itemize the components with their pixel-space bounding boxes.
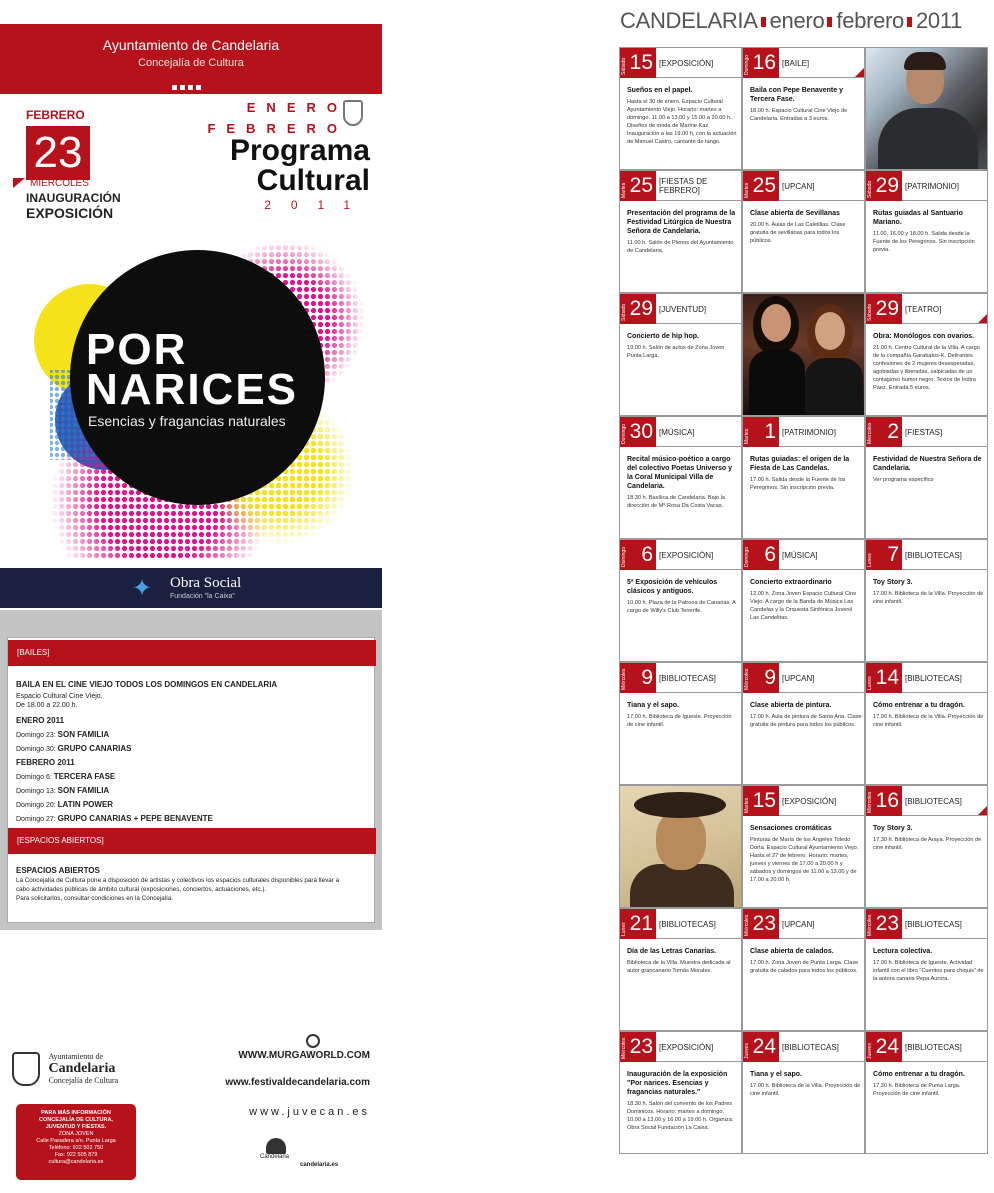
event-weekday: Martes	[744, 182, 750, 198]
poster-title	[86, 325, 299, 414]
bailes-title: BAILA EN EL CINE VIEJO TODOS LOS DOMINGOS EN CANDELARIA	[16, 680, 278, 689]
event-day-number: 15	[620, 48, 656, 78]
event-body	[750, 1070, 862, 1098]
event-weekday: Miércoles	[867, 422, 873, 444]
event-title: Lectura colectiva.	[873, 948, 933, 955]
sponsor-banner	[0, 568, 382, 608]
event-head	[620, 171, 741, 201]
event-day-number: 24	[866, 1032, 902, 1062]
contact-h2: CONCEJALÍA DE CULTURA,	[39, 1117, 113, 1123]
event-details: 17.00 h. Biblioteca de Igueste. Proyección de cine infantil.	[627, 714, 732, 728]
event-cell	[742, 908, 865, 1031]
event-title: Sensaciones cromáticas	[750, 825, 832, 832]
espacios-text1: La Concejalía de Cultura pone a disposición de artistas y colectivos los espacios culturales disponibles para llevar a	[16, 877, 340, 884]
event-category: [FIESTAS DE FEBRERO]	[659, 177, 708, 195]
program-big1: Programa	[229, 134, 370, 167]
event-cell	[619, 293, 742, 416]
event-body	[627, 578, 739, 615]
event-day-number: 23	[743, 909, 779, 939]
espacios-text	[16, 866, 339, 903]
sponsor-name: Obra Social	[170, 575, 242, 591]
event-head	[743, 417, 864, 447]
event-details: 18.00 h. Espacio Cultural Cine Viejo de Candelaria. Entradas a 3 euros.	[750, 108, 848, 122]
event-title: Rutas guiadas al Santuario Mariano.	[873, 210, 963, 226]
event-weekday: Martes	[744, 428, 750, 444]
event-category: [PATRIMONIO]	[782, 427, 836, 437]
event-category: [BIBLIOTECAS]	[905, 550, 962, 560]
event-head	[743, 663, 864, 693]
event-title: Toy Story 3.	[873, 825, 913, 832]
link-festival[interactable]: www.festivaldecandelaria.com	[225, 1077, 370, 1088]
event-cell	[865, 785, 988, 908]
event-weekday: Jueves	[744, 1043, 750, 1059]
event-details: 17.00 h. Biblioteca de la Villa. Proyección de cine infantil.	[873, 591, 984, 605]
event-details: 11.00 h. Salón de Plenos del Ayuntamiento de Candelaria.	[627, 240, 734, 254]
event-title: Clase abierta de calados.	[750, 948, 834, 955]
link-juvecan[interactable]: www.juvecan.es	[249, 1106, 370, 1118]
featured-corner	[13, 178, 25, 188]
event-day-number: 9	[620, 663, 656, 693]
contact-h3: JUVENTUD Y FIESTAS.	[45, 1124, 107, 1130]
event-head	[743, 786, 864, 816]
event-category: [EXPOSICIÓN]	[659, 58, 714, 68]
event-details: 17.00 h. Zona Joven de Punta Larga. Clase gratuita de calados para todos los públicos.	[750, 960, 859, 974]
event-body	[627, 209, 739, 255]
event-cell	[742, 539, 865, 662]
event-head	[743, 1032, 864, 1062]
featured-line2: EXPOSICIÓN	[26, 205, 114, 221]
contact-l5: cultura@candelaria.es	[48, 1159, 104, 1165]
event-category: [BAILE]	[782, 58, 810, 68]
event-category: [BIBLIOTECAS]	[905, 796, 962, 806]
event-weekday: Miércoles	[867, 791, 873, 813]
event-title: Festividad de Nuestra Señora de Candelaria.	[873, 456, 982, 472]
event-weekday: Miércoles	[621, 1037, 627, 1059]
title-part-b: enero	[769, 8, 825, 33]
event-cell	[865, 1031, 988, 1154]
event-title: Inauguración de la exposición "Por narices. Esencias y fragancias naturales."	[627, 1071, 728, 1096]
event-category: [TEATRO]	[905, 304, 942, 314]
event-cell	[865, 662, 988, 785]
event-cell	[619, 170, 742, 293]
event-head	[620, 663, 741, 693]
event-category: [UPCAN]	[782, 919, 815, 929]
contact-l4: Fax: 922 505 879	[54, 1152, 98, 1158]
event-body	[627, 86, 739, 146]
event-details: Biblioteca de la Villa. Muestra dedicada al autor grancanario Tomás Morales.	[627, 960, 731, 974]
event-details: 10.00 h. Plaza de la Patrona de Canarias. A cargo de Willy's Club Tenerife.	[627, 600, 736, 614]
event-body	[750, 824, 862, 884]
bailes-bar: [BAILES]	[8, 640, 376, 666]
poster-subtitle: Esencias y fragancias naturales	[88, 413, 286, 429]
event-body	[873, 701, 985, 729]
event-day-number: 16	[866, 786, 902, 816]
event-weekday: Lunes	[867, 553, 873, 567]
event-body	[750, 455, 862, 492]
candelaria-logo	[12, 1052, 118, 1086]
title-part-d: 2011	[916, 8, 963, 33]
event-category: [EXPOSICIÓN]	[782, 796, 837, 806]
bailes-text	[16, 678, 277, 826]
event-day-number: 9	[743, 663, 779, 693]
event-weekday: Domingo	[621, 423, 627, 444]
bailes-enero-0: Domingo 23: SON FAMILIA	[16, 730, 110, 739]
event-category: [BIBLIOTECAS]	[782, 1042, 839, 1052]
calendar-title	[620, 8, 962, 34]
event-title: Presentación del programa de la Festividad Litúrgica de Nuestra Señora de Candelaria.	[627, 210, 736, 235]
event-category: [MÚSICA]	[782, 550, 818, 560]
program-year: 2011	[264, 198, 370, 212]
event-details: 17.30 h. Biblioteca de Araya. Proyección de cine infantil.	[873, 837, 982, 851]
event-title: Rutas guiadas: el origen de la Fiesta de Las Candelas.	[750, 456, 850, 472]
bailes-enero-heading: ENERO 2011	[16, 716, 65, 725]
featured-day-number: 23	[26, 126, 90, 180]
event-title: Día de las Letras Canarias.	[627, 948, 717, 955]
event-body	[873, 947, 985, 983]
featured-weekday: MIÉRCOLES	[30, 178, 89, 189]
event-cell	[865, 170, 988, 293]
logo-line1: Ayuntamiento de	[48, 1052, 104, 1061]
event-details: 17.00 h. Aula de pintura de Santa Ana. Clase gratuita de pintura para todos los públicos.	[750, 714, 862, 728]
event-cell	[742, 170, 865, 293]
event-body	[750, 701, 862, 729]
event-head	[866, 786, 987, 816]
event-weekday: Martes	[621, 182, 627, 198]
event-head	[866, 171, 987, 201]
contact-h1: PARA MÁS INFORMACIÓN	[41, 1110, 111, 1116]
event-details: 12.00 h. Zona Joven Espacio Cultural Cine Viejo. A cargo de la Banda de Música Las Candelas y la Orquesta Sinfónica Juvenil Las Candelitas.	[750, 591, 857, 621]
info-box	[7, 637, 375, 923]
espacios-text2: cabo actividades públicas de ámbito cultural (exposiciones, conciertos, actuaciones, etc.).	[16, 886, 267, 893]
candelaria-small-logo	[260, 1138, 292, 1178]
event-day-number: 2	[866, 417, 902, 447]
event-cell	[619, 47, 742, 170]
event-cell	[865, 908, 988, 1031]
event-day-number: 1	[743, 417, 779, 447]
event-day-number: 29	[866, 171, 902, 201]
bailes-febrero-0: Domingo 6: TERCERA FASE	[16, 772, 116, 781]
event-title: Concierto extraordinario	[750, 579, 832, 586]
event-category: [BIBLIOTECAS]	[659, 673, 716, 683]
event-day-number: 30	[620, 417, 656, 447]
event-details: 20.00 h. Aulas de Las Caletillas. Clase gratuita de sevillanas para todos los públicos.	[750, 222, 846, 244]
event-body	[873, 578, 985, 606]
event-title: 5ª Exposición de vehículos clásicos y antiguos.	[627, 579, 718, 595]
event-details: Pinturas de María de los Ángeles Toledo Dorta. Espacio Cultural Ayuntamiento Viejo. Hasta el 27 de febrero. Horario: martes, jueves y viernes de 17.00 a 20.00 h y sábados y domingos de 11.00 a 13.00 y de 17.00 a 20.00 h.	[750, 837, 859, 883]
event-category: [PATRIMONIO]	[905, 181, 959, 191]
event-head	[620, 540, 741, 570]
bailes-enero-1: Domingo 30: GRUPO CANARIAS	[16, 744, 132, 753]
event-weekday: Miércoles	[867, 914, 873, 936]
event-weekday: Martes	[744, 797, 750, 813]
event-cell	[742, 785, 865, 908]
event-body	[750, 947, 862, 975]
event-weekday: Miércoles	[621, 668, 627, 690]
event-category: [BIBLIOTECAS]	[905, 673, 962, 683]
event-details: 17.00 h. Biblioteca de la Villa. Proyección de cine infantil.	[750, 1083, 861, 1097]
event-head	[866, 663, 987, 693]
event-photo	[865, 47, 988, 170]
event-head	[866, 294, 987, 324]
bailes-febrero-3: Domingo 27: GRUPO CANARIAS + PEPE BENAVENTE	[16, 814, 213, 823]
title-part-a: CANDELARIA	[620, 8, 758, 33]
web-links	[200, 1030, 370, 1118]
contact-l2: Calle Pasadera s/n. Punta Larga	[36, 1138, 116, 1144]
event-title: Cómo entrenar a tu dragón.	[873, 1071, 965, 1078]
logo-line3: Concejalía de Cultura	[48, 1076, 119, 1085]
bailes-febrero-2: Domingo 20: LATIN POWER	[16, 800, 114, 809]
sponsor-c1-label: Candelaria	[260, 1154, 290, 1160]
event-title: Clase abierta de pintura.	[750, 702, 832, 709]
event-cell	[742, 662, 865, 785]
event-weekday: Sábado	[867, 180, 873, 198]
event-title: Cómo entrenar a tu dragón.	[873, 702, 965, 709]
event-weekday: Sábado	[621, 57, 627, 75]
event-body	[873, 209, 985, 254]
event-details: 19.00 h. Salón de actos de Zona Joven Punta Larga.	[627, 345, 725, 359]
event-weekday: Domingo	[621, 546, 627, 567]
bailes-febrero-1: Domingo 13: SON FAMILIA	[16, 786, 110, 795]
event-weekday: Miércoles	[744, 668, 750, 690]
poster-title-line1: POR	[86, 325, 188, 374]
event-body	[873, 1070, 985, 1098]
bailes-place: Espacio Cultural Cine Viejo.	[16, 693, 103, 700]
event-category: [BIBLIOTECAS]	[659, 919, 716, 929]
logo-line2: Candelaria	[48, 1061, 116, 1076]
bailes-febrero-heading: FEBRERO 2011	[16, 758, 75, 767]
sponsor-sub: Fundación "la Caixa"	[170, 593, 235, 600]
event-day-number: 23	[866, 909, 902, 939]
event-category: [UPCAN]	[782, 181, 815, 191]
event-body	[627, 947, 739, 975]
event-body	[750, 578, 862, 622]
poster-title-line2: NARICES	[86, 365, 299, 414]
event-details: 17.00 h. Salida desde la Fuente de los Peregrinos. Sin inscripción previa.	[750, 477, 846, 491]
event-cell	[742, 47, 865, 170]
event-cell	[619, 1031, 742, 1154]
event-title: Obra: Monólogos con ovarios.	[873, 333, 975, 340]
event-title: Baila con Pepe Benavente y Tercera Fase.	[750, 87, 843, 103]
event-category: [JUVENTUD]	[659, 304, 707, 314]
program-title	[200, 100, 370, 212]
event-category: [MÚSICA]	[659, 427, 695, 437]
event-cell	[619, 908, 742, 1031]
event-head	[866, 1032, 987, 1062]
header-title: Ayuntamiento de Candelaria	[102, 37, 280, 53]
globe-icon	[306, 1034, 320, 1048]
event-cell	[742, 1031, 865, 1154]
event-category: [EXPOSICIÓN]	[659, 1042, 714, 1052]
contact-l3: Teléfono: 922 502 750	[48, 1145, 104, 1151]
event-day-number: 15	[743, 786, 779, 816]
event-weekday: Domingo	[744, 546, 750, 567]
event-title: Recital músico-poético a cargo del colectivo Poetas Universo y la Coral Municipal Villa de Candelaria.	[627, 456, 733, 490]
event-details: 17.00 h. Biblioteca de la Villa. Proyección de cine infantil.	[873, 714, 984, 728]
event-cell	[619, 662, 742, 785]
corner-notch	[978, 806, 987, 815]
event-title: Concierto de hip hop.	[627, 333, 699, 340]
event-day-number: 6	[620, 540, 656, 570]
event-cell	[619, 416, 742, 539]
event-day-number: 29	[866, 294, 902, 324]
event-head	[866, 909, 987, 939]
event-category: [BIBLIOTECAS]	[905, 919, 962, 929]
event-head	[743, 48, 864, 78]
event-details: 17.00 h. Biblioteca de Igueste. Actividad infantil con el libro "Cuentos para chiquis" de la autora canaria Pepa Aurora.	[873, 960, 984, 982]
event-weekday: Jueves	[867, 1043, 873, 1059]
coat-of-arms-icon	[12, 1052, 40, 1086]
header-subtitle: Concejalía de Cultura	[138, 57, 244, 69]
event-details: 11.00, 16.00 y 18.00 h. Salida desde la Fuente de los Peregrinos. Sin inscripción previa.	[873, 231, 975, 253]
bailes-time: De 18.00 a 22.00 h.	[16, 702, 78, 709]
event-head	[620, 1032, 741, 1062]
contact-box	[16, 1104, 136, 1180]
event-weekday: Lunes	[621, 922, 627, 936]
event-photo	[619, 785, 742, 908]
event-photo	[742, 293, 865, 416]
event-weekday: Sábado	[867, 303, 873, 321]
event-head	[620, 48, 741, 78]
bell-icon	[266, 1138, 286, 1154]
event-details: 18.30 h. Basílica de Candelaria. Bajo la dirección de Mª Rosa Da Costa Vacas.	[627, 495, 725, 509]
espacios-title: ESPACIOS ABIERTOS	[16, 866, 100, 875]
event-body	[627, 455, 739, 510]
star-icon: ✦	[132, 575, 153, 602]
event-day-number: 21	[620, 909, 656, 939]
program-month1: ENERO	[246, 100, 348, 115]
event-day-number: 25	[620, 171, 656, 201]
event-weekday: Domingo	[744, 54, 750, 75]
event-weekday: Lunes	[867, 676, 873, 690]
event-cell	[865, 293, 988, 416]
event-title: Toy Story 3.	[873, 579, 913, 586]
event-body	[627, 332, 739, 360]
event-day-number: 24	[743, 1032, 779, 1062]
event-day-number: 29	[620, 294, 656, 324]
event-details: Ver programa específico	[873, 477, 934, 483]
event-details: Hasta el 30 de enero. Espacio Cultural Ayuntamiento Viejo. Horario: martes a domingo. 11.00 a 13.00 y 15.00 a 20.00 h. Diseños de moda de Marine Kaz. Inauguración a las 19.00 h, con la actuación de Manuel Castro, cantante de tango.	[627, 99, 737, 145]
event-category: [EXPOSICIÓN]	[659, 550, 714, 560]
featured-line1: INAUGURACIÓN	[26, 191, 121, 205]
event-head	[743, 540, 864, 570]
event-head	[620, 417, 741, 447]
event-head	[866, 540, 987, 570]
event-body	[627, 701, 739, 729]
corner-notch	[855, 68, 864, 77]
event-body	[627, 1070, 739, 1132]
featured-month: FEBRERO	[26, 108, 85, 122]
espacios-bar: [ESPACIOS ABIERTOS]	[8, 828, 376, 854]
espacios-text3: Para solicitarlos, consultar condiciones en la Concejalía.	[16, 895, 174, 902]
event-category: [UPCAN]	[782, 673, 815, 683]
event-details: 18.30 h. Salón del convento de los Padres Dominicos. Horario: martes a domingo. 10.00 a 13.00 y 16.00 a 19.00 h. Organiza: Obra Social Fundación La Caixa.	[627, 1101, 734, 1131]
event-body	[750, 86, 862, 123]
event-day-number: 6	[743, 540, 779, 570]
link-murgaworld[interactable]: WWW.MURGAWORLD.COM	[238, 1050, 370, 1061]
candelaria-es-logo: candelaria.es	[300, 1162, 339, 1168]
event-cell	[865, 539, 988, 662]
event-title: Sueños en el papel.	[627, 87, 693, 94]
corner-notch	[978, 314, 987, 323]
contact-l1: ZONA JOVEN	[58, 1131, 94, 1137]
event-cell	[742, 416, 865, 539]
event-day-number: 14	[866, 663, 902, 693]
featured-date	[26, 108, 121, 221]
event-weekday: Miércoles	[744, 914, 750, 936]
event-title: Tiana y el sapo.	[627, 702, 680, 709]
event-body	[750, 209, 862, 245]
event-title: Clase abierta de Sevillanas	[750, 210, 840, 217]
event-body	[873, 455, 985, 484]
event-day-number: 16	[743, 48, 779, 78]
event-day-number: 25	[743, 171, 779, 201]
event-cell	[865, 416, 988, 539]
event-day-number: 23	[620, 1032, 656, 1062]
header-banner	[0, 24, 382, 94]
event-head	[620, 909, 741, 939]
program-big2: Cultural	[256, 164, 370, 197]
event-day-number: 7	[866, 540, 902, 570]
program-month2: FEBRERO	[207, 121, 348, 136]
event-head	[620, 294, 741, 324]
event-cell	[619, 539, 742, 662]
event-body	[873, 824, 985, 852]
event-category: [FIESTAS]	[905, 427, 943, 437]
header-dots	[172, 77, 204, 95]
event-weekday: Sábado	[621, 303, 627, 321]
title-part-c: febrero	[836, 8, 904, 33]
event-head	[743, 171, 864, 201]
event-head	[866, 417, 987, 447]
event-details: 17.30 h. Biblioteca de Punta Larga. Proyección de cine infantil.	[873, 1083, 961, 1097]
event-head	[743, 909, 864, 939]
event-title: Tiana y el sapo.	[750, 1071, 803, 1078]
event-details: 21.00 h. Centro Cultural de la Villa. A cargo de la compañía Garabatos-K. Delirantes confesiones de 2 mujeres desesperadas, agobiadas y liberadas, salpicadas de un contagioso humor negro. Textos de Indira Páez. Entrada 5 euros.	[873, 345, 980, 391]
event-body	[873, 332, 985, 392]
event-category: [BIBLIOTECAS]	[905, 1042, 962, 1052]
